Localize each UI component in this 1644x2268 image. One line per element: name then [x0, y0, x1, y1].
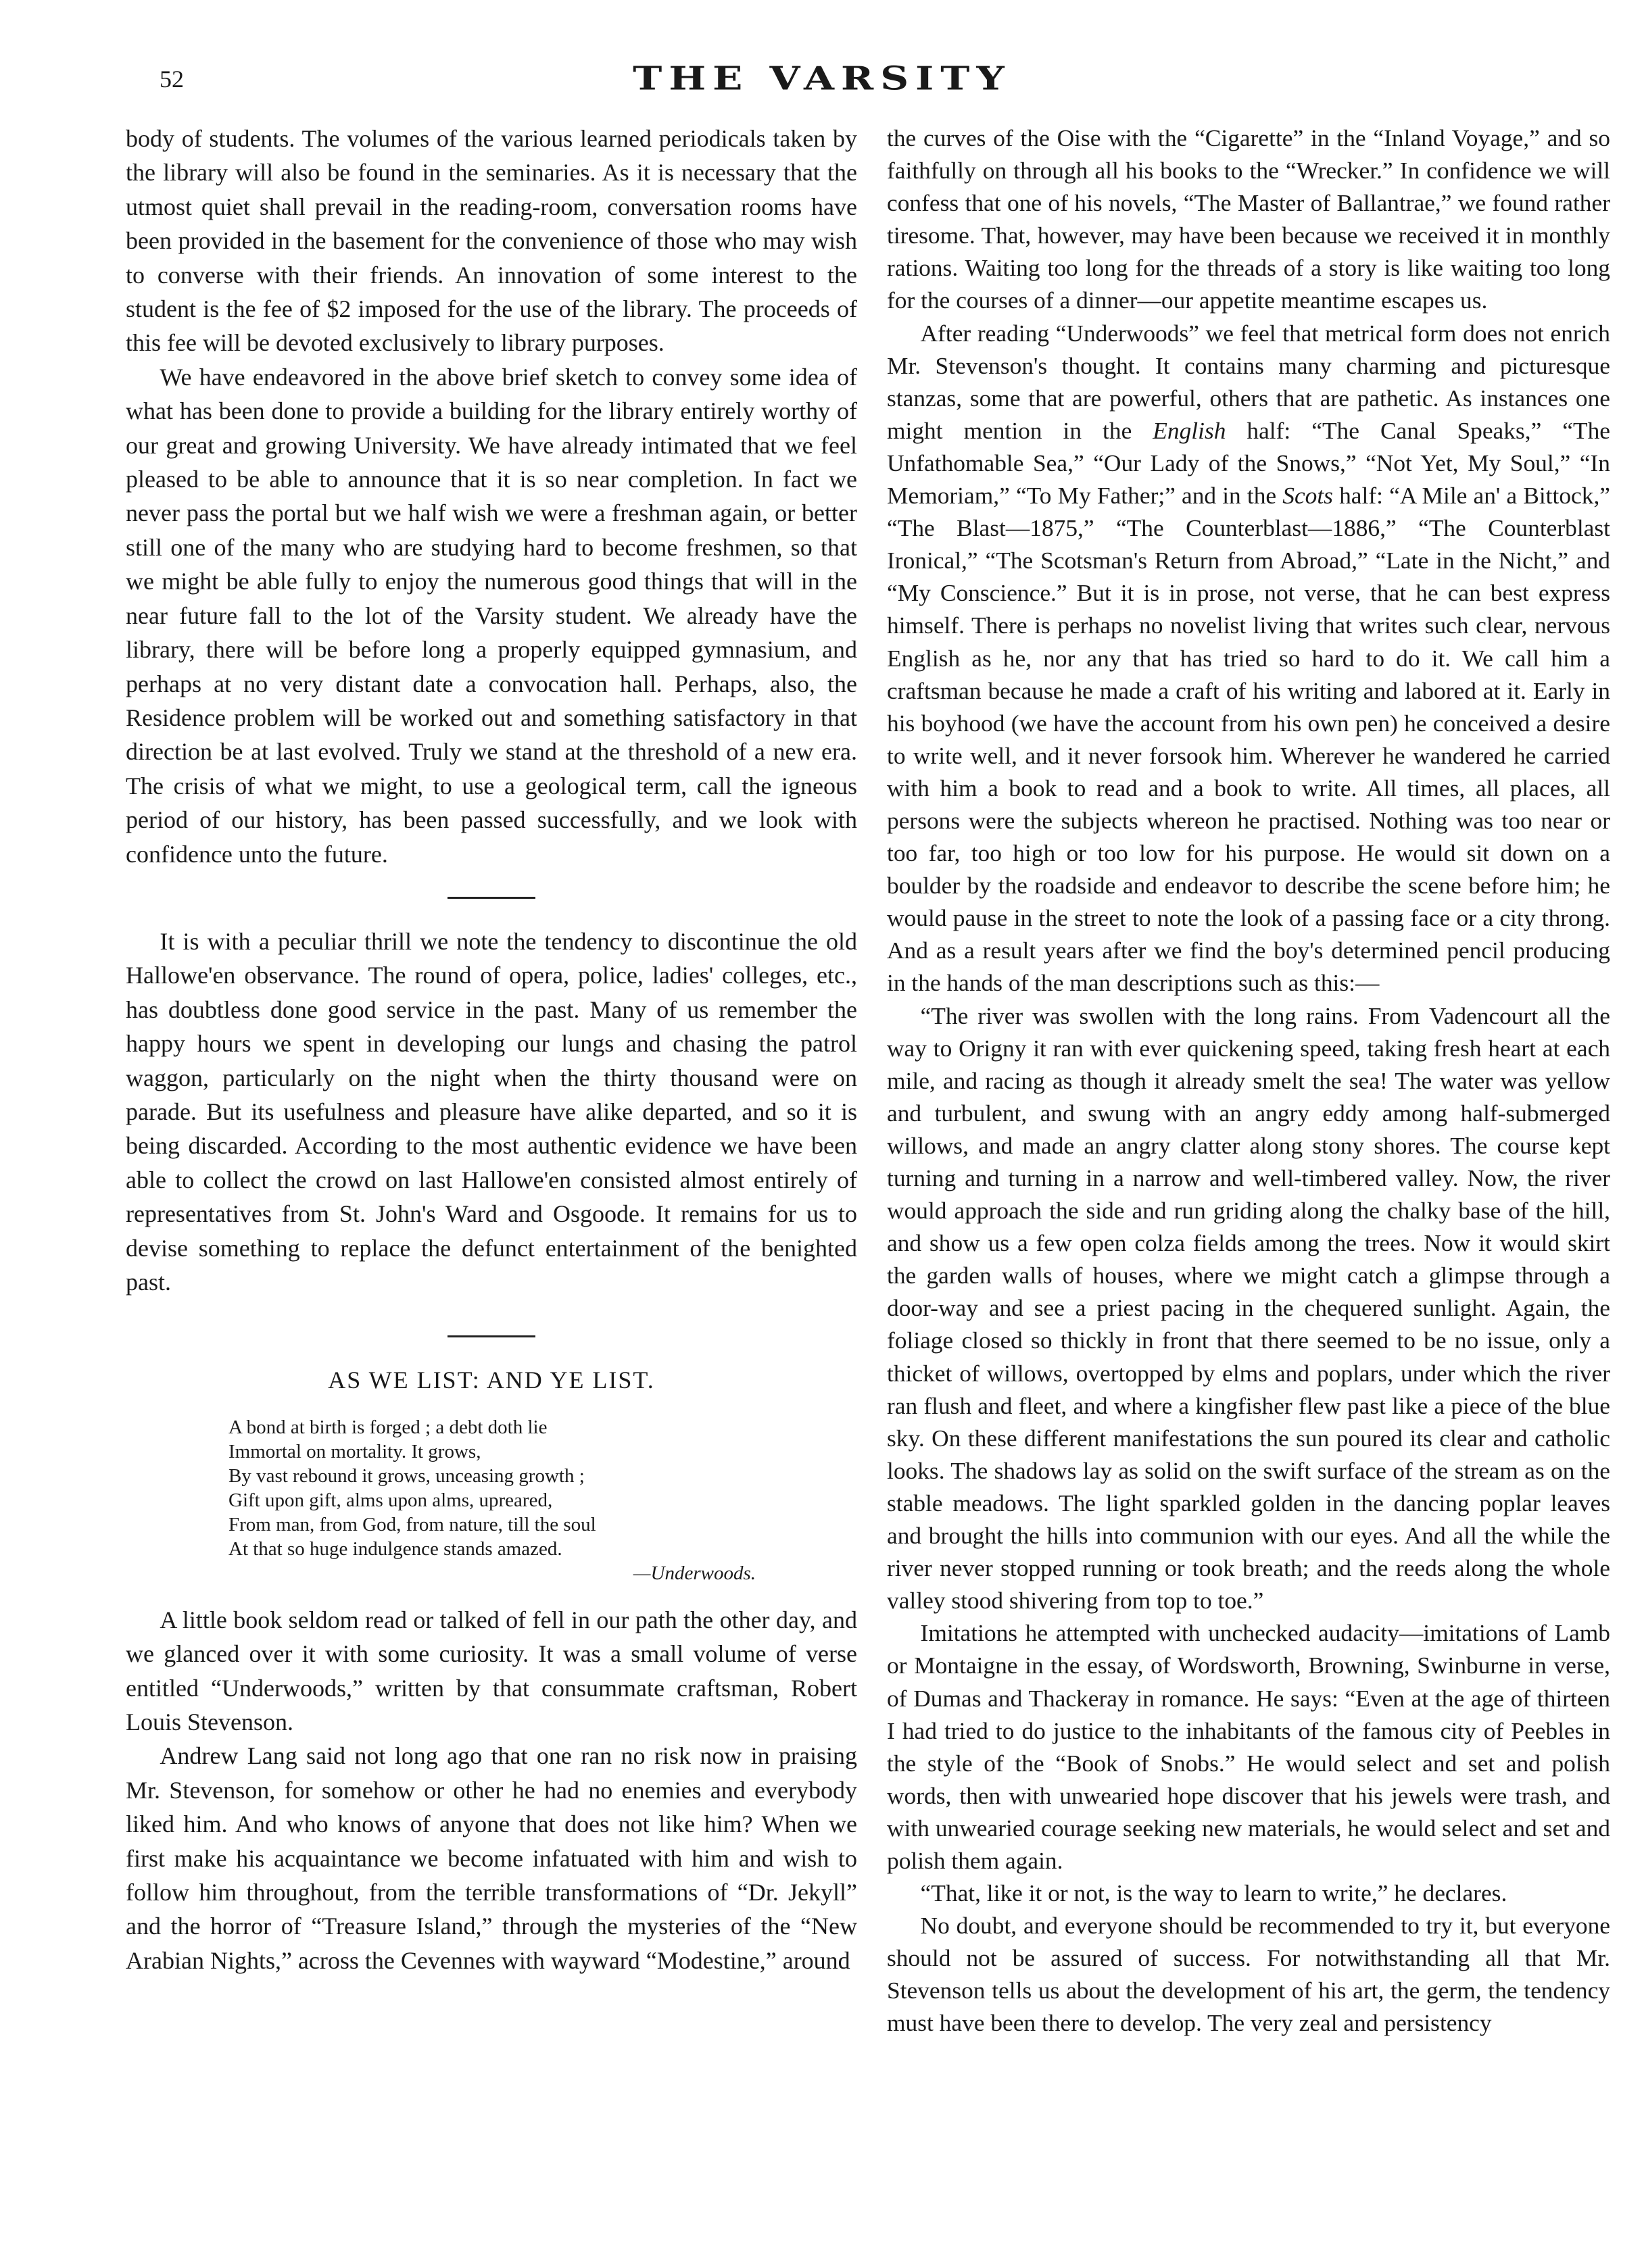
- poem-line: By vast rebound it grows, unceasing growth ;: [228, 1464, 585, 1487]
- right-paragraph-6: No doubt, and everyone should be recommended to try it, but everyone should not be assured of success. For notwithstanding all that Mr. Stevenson tells us about the development of his art, the germ, the tendency must have been there to develop. The very zeal and persistency: [887, 1912, 1610, 2037]
- left-paragraph-2: We have endeavored in the above brief sketch to convey some idea of what has been done to provide a building for the library entirely worthy of our great and growing University. We have already intimated that we feel pleased to be able to announce that it is so near completion. In fact we never pass the portal but we half wish we were a freshman again, or better still one of the many who are studying hard to become freshmen, so that we might be able fully to enjoy the numerous good things that will in the near future fall to the lot of the Varsity student. We already have the library, there will be before long a properly equipped gymnasium, and perhaps at no very distant date a convocation hall. Perhaps, also, the Residence problem will be worked out and something satisfactory in that direction be at last evolved. Truly we stand at the threshold of a new era. The crisis of what we might, to use a geological term, call the igneous period of our history, has been passed successfully, and we look with confidence unto the future.: [126, 363, 857, 868]
- left-paragraph-5: Andrew Lang said not long ago that one ran no risk now in praising Mr. Stevenson, for somehow or other he had no enemies and everybody liked him. And who knows of anyone that does not like him? When we first make his acquaintance we become infatuated with him and wish to follow him throughout, from the terrible transformations of “Dr. Jekyll” and the horror of “Treasure Island,” through the mysteries of the “New Arabian Nights,” across the Cevennes with wayward “Modestine,” around: [126, 1742, 857, 1974]
- left-paragraph-3: It is with a peculiar thrill we note the tendency to discontinue the old Hallowe'en observance. The round of opera, police, ladies' colleges, etc., has doubtless done good service in the past. Many of us remember the happy hours we spent in developing our lungs and chasing the patrol waggon, particularly on the night when the thirty thousand were on parade. But its usefulness and pleasure have alike departed, and so it is being discarded. According to the most authentic evidence we have been able to collect the crowd on last Hallowe'en consisted almost entirely of representatives from St. John's Ward and Osgoode. It remains for us to devise something to replace the defunct entertainment of the benighted past.: [126, 927, 857, 1296]
- poem-line: A bond at birth is forged ; a debt doth lie: [228, 1416, 548, 1438]
- poem-line: At that so huge indulgence stands amazed.: [228, 1537, 562, 1560]
- right-paragraph-2: [887, 317, 1610, 1000]
- left-paragraph-1: body of students. The volumes of the various learned periodicals taken by the library will also be found in the seminaries. As it is necessary that the utmost quiet shall prevail in the reading-room, conversation rooms have been provided in the basement for the convenience of those who may wish to converse with their friends. An innovation of some interest to the student is the fee of $2 imposed for the use of the library. The proceeds of this fee will be devoted exclusively to library purposes.: [126, 125, 857, 357]
- poem-attribution: —Underwoods.: [633, 1562, 756, 1584]
- right-paragraph-5: “That, like it or not, is the way to learn to write,” he declares.: [920, 1879, 1507, 1907]
- section-heading: AS WE LIST: AND YE LIST.: [328, 1366, 655, 1394]
- italic-english: English: [1153, 416, 1226, 444]
- text-run: After reading “Underwoods” we feel that metrical form does not enrich Mr. Stevenson's thought. It contains many charming and picturesque stanzas, some that are powerful, others that are pathetic. As instances one might mention in the: [887, 319, 1610, 444]
- text-run: half: “The Canal Speaks,” “The Unfathomable Sea,” “Our Lady of the Snows,” “Not Yet, My Soul,” “In Memoriam,” “To My Father;” and in the: [887, 416, 1610, 510]
- epigraph-poem: [228, 1415, 857, 1585]
- quoted-passage: “The river was swollen with the long rains. From Vadencourt all the way to Origny it ran with ever quickening speed, taking fresh heart at each mile, and racing as though it already smelt the sea! The water was yellow and turbulent, and swung with an angry eddy among half-submerged willows, and made an angry clatter along stony shores. The course kept turning and turning in a narrow and well-timbered valley. Now, the river would approach the side and run griding along the chalky base of the hill, and show us a few open colza fields among the trees. Now it would skirt the garden walls of houses, where we might catch a glimpse through a door-way and see a priest pacing in the chequered sunlight. Again, the foliage closed so thickly in front that there seemed to be no issue, only a thicket of willows, overtopped by elms and poplars, under which the river ran flush and fleet, and where a kingfisher flew past like a piece of the blue sky. On these different manifestations the sun poured its clear and catholic looks. The shadows lay as solid on the swift surface of the stream as on the stable meadows. The light sparkled golden in the dancing poplar leaves and brought the hills into communion with our eyes. And all the while the river never stopped running or took breath; and the reeds along the whole valley stood shivering from top to toe.”: [887, 1002, 1610, 1614]
- right-paragraph-4: Imitations he attempted with unchecked audacity—imitations of Lamb or Montaigne in the essay, of Wordsworth, Browning, Swinburne in verse, of Dumas and Thackeray in romance. He says: “Even at the age of thirteen I had tried to do justice to the inhabitants of the famous city of Peebles in the style of the “Book of Snobs.” He would select and set and polish words, then with unwearied hope discover that his jewels were trash, and with unwearied courage seeking new materials, he would select and set and polish them again.: [887, 1619, 1610, 1874]
- poem-line: Gift upon gift, alms upon alms, upreared,: [228, 1489, 553, 1511]
- section-divider: [448, 897, 535, 899]
- page-number: 52: [160, 66, 184, 93]
- italic-scots: Scots: [1282, 482, 1333, 510]
- right-paragraph-1: the curves of the Oise with the “Cigarette” in the “Inland Voyage,” and so faithfully on through all his books to the “Wrecker.” In confidence we will confess that one of his novels, “The Master of Ballantrae,” we found rather tiresome. That, however, may have been because we received it in monthly rations. Waiting too long for the threads of a story is like waiting too long for the courses of a dinner—our appetite meantime escapes us.: [887, 124, 1610, 314]
- section-divider: [448, 1335, 535, 1337]
- left-paragraph-4: A little book seldom read or talked of fell in our path the other day, and we glanced over it with some curiosity. It was a small volume of verse entitled “Underwoods,” written by that consummate craftsman, Robert Louis Stevenson.: [126, 1606, 857, 1736]
- masthead-title: THE VARSITY: [633, 59, 1011, 97]
- left-column: [126, 122, 857, 1977]
- text-run: half: “A Mile an' a Bittock,” “The Blast—1875,” “The Counterblast—1886,” “The Counterblast Ironical,” “The Scotsman's Return from Abroad,” “Late in the Nicht,” and “My Conscience.” But it is in prose, not verse, that he can best express himself. There is perhaps no novelist living that writes such clear, nervous English as he, nor any that has tried so hard to do it. We call him a craftsman because he made a craft of his writing and labored at it. Early in his boyhood (we have the account from his own pen) he conceived a desire to write well, and it never forsook him. Wherever he wandered he carried with him a book to read and a book to write. All times, all places, all persons were the subjects whereon he practised. Nothing was too near or too far, too high or too low for his purpose. He would sit down on a boulder by the roadside and endeavor to describe the scene before him; he would pause in the street to note the look of a passing face or a city throng. And as a result years after we find the boy's determined pencil producing in the hands of the man descriptions such as this:—: [887, 482, 1610, 997]
- poem-line: From man, from God, from nature, till the soul: [228, 1513, 596, 1535]
- poem-line: Immortal on mortality. It grows,: [228, 1440, 481, 1462]
- right-column: [887, 122, 1610, 2040]
